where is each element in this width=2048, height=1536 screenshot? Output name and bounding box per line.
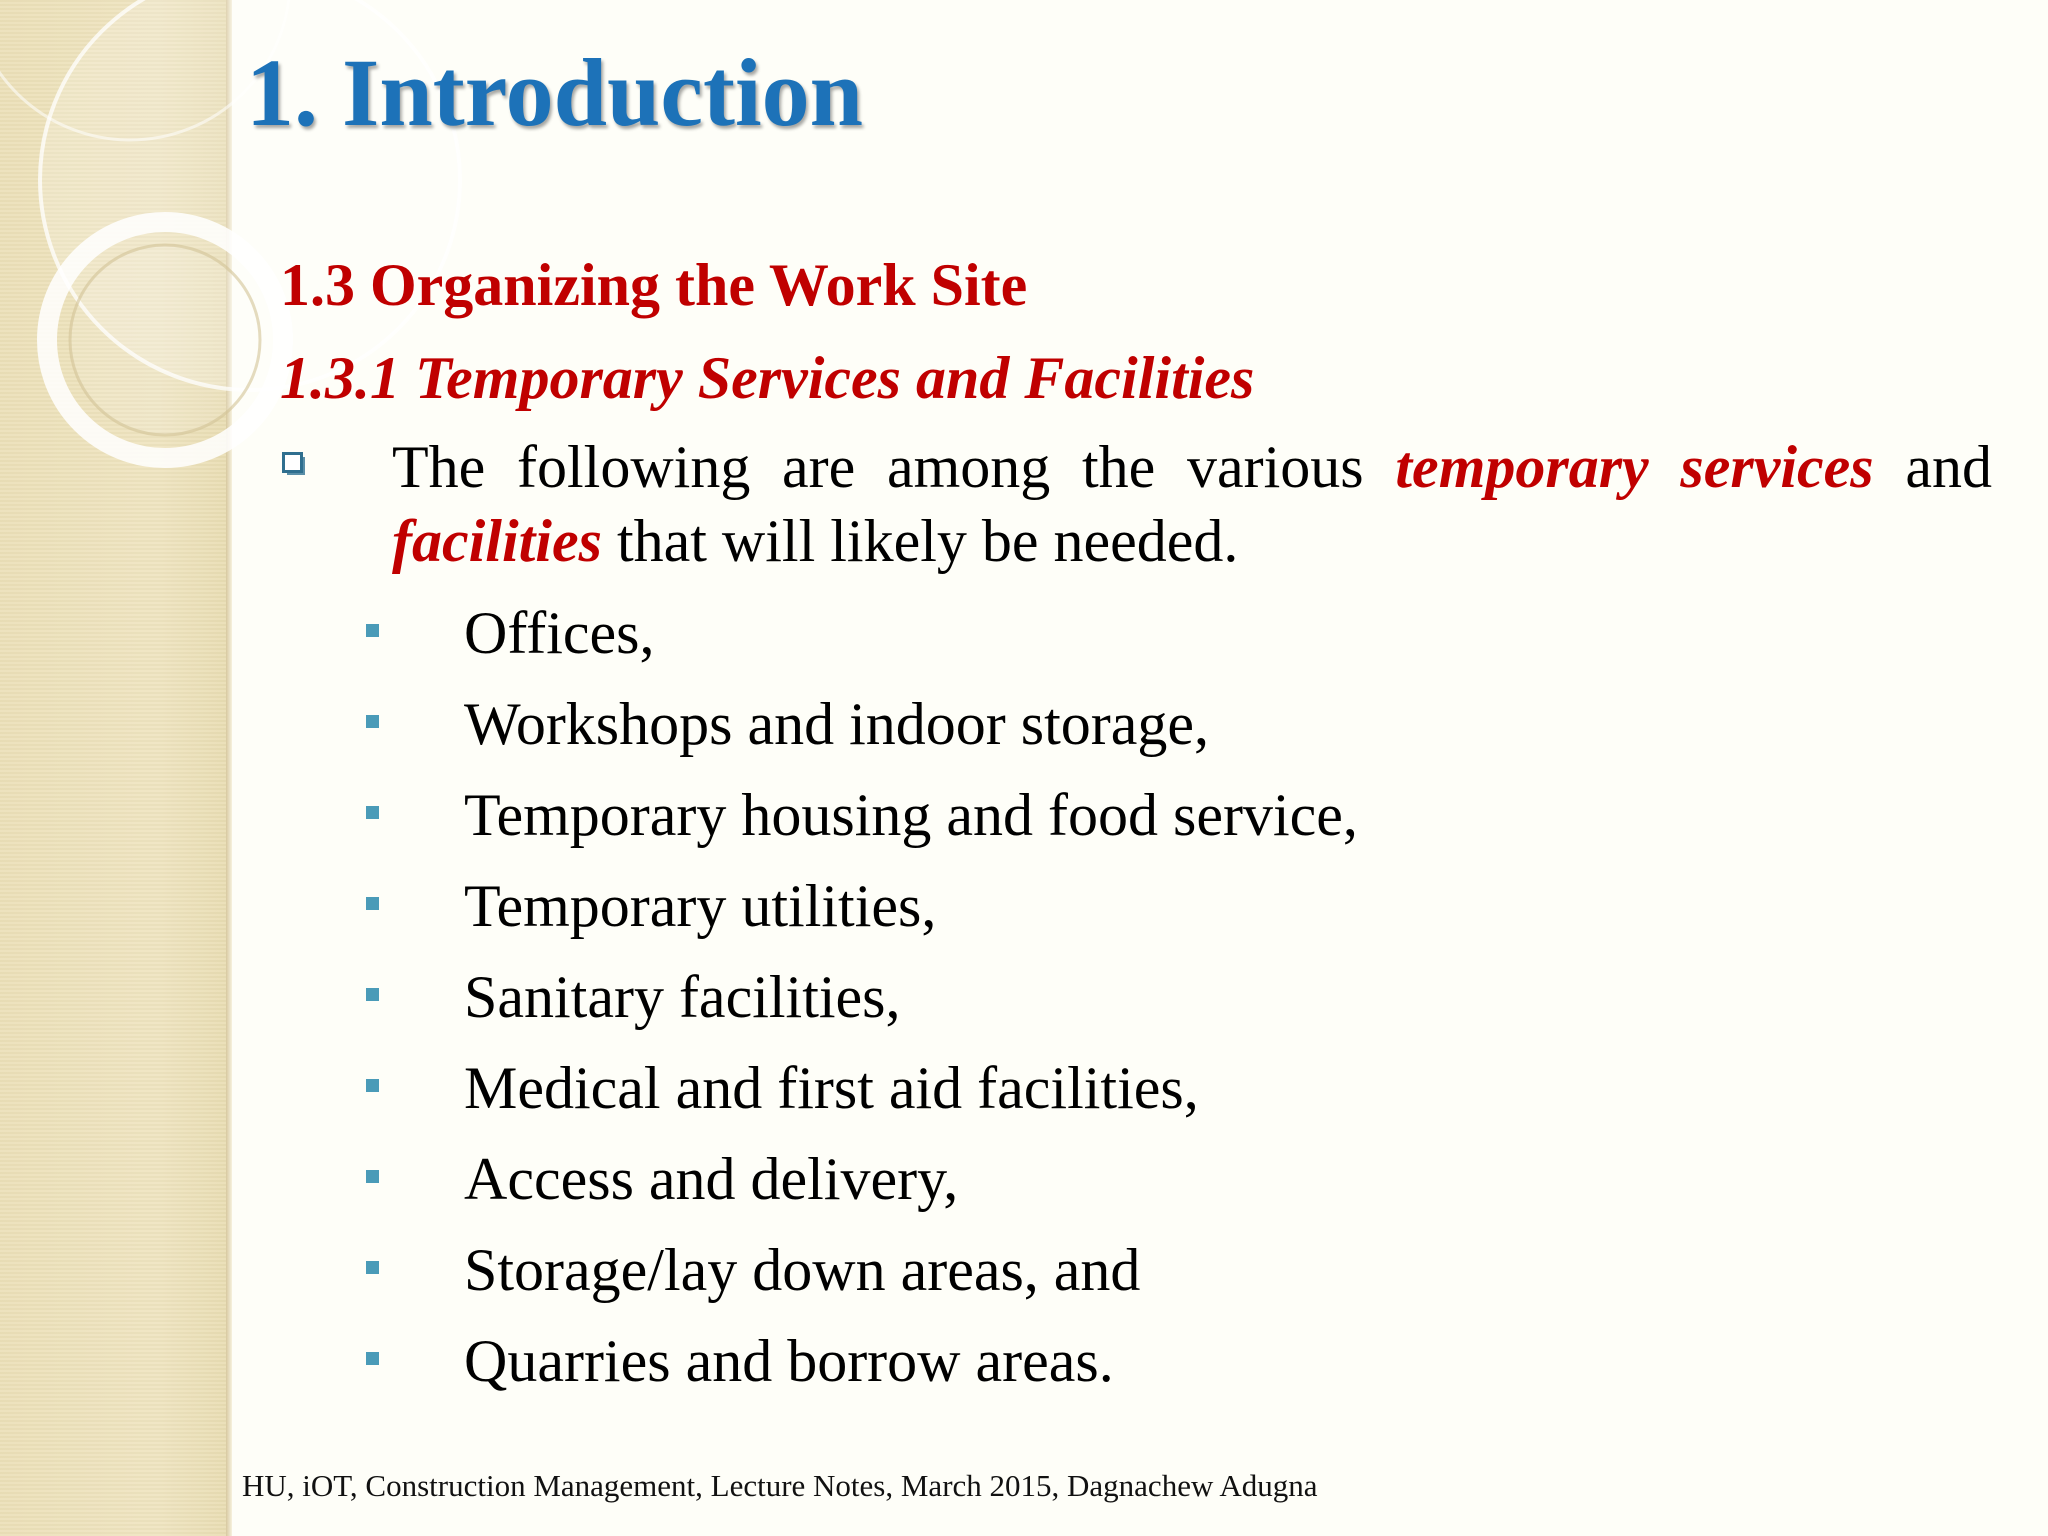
list-item-text: Medical and first aid facilities, [464, 1055, 1199, 1121]
intro-text-part3: that will likely be needed. [601, 508, 1239, 574]
emphasis-facilities: facilities [392, 508, 602, 574]
slide-title: 1. Introduction [246, 39, 864, 146]
filled-square-icon [366, 806, 379, 819]
filled-square-icon [366, 897, 379, 910]
list-item-text: Access and delivery, [464, 1146, 959, 1212]
slide-footer: HU, iOT, Construction Management, Lecture Notes, March 2015, Dagnachew Adugna [242, 1468, 1318, 1503]
list-item-text: Quarries and borrow areas. [464, 1328, 1114, 1394]
filled-square-icon [366, 1079, 379, 1092]
list-item-text: Temporary utilities, [464, 873, 937, 939]
filled-square-icon [366, 1352, 379, 1365]
hollow-square-icon [282, 452, 306, 476]
filled-square-icon [366, 715, 379, 728]
intro-text-part1: The following are among the various [392, 434, 1396, 500]
intro-paragraph [392, 430, 1992, 578]
filled-square-icon [366, 1261, 379, 1274]
list-item-text: Offices, [464, 600, 655, 666]
section-heading: 1.3 Organizing the Work Site [280, 252, 1028, 318]
list-item-text: Workshops and indoor storage, [464, 691, 1210, 757]
filled-square-icon [366, 624, 379, 637]
emphasis-temporary-services: temporary services [1395, 434, 1874, 500]
list-item-text: Storage/lay down areas, and [464, 1237, 1141, 1303]
subsection-heading: 1.3.1 Temporary Services and Facilities [280, 345, 1255, 411]
list-item-text: Temporary housing and food service, [464, 782, 1358, 848]
list-item-text: Sanitary facilities, [464, 964, 901, 1030]
filled-square-icon [366, 988, 379, 1001]
filled-square-icon [366, 1170, 379, 1183]
intro-text-part2: and [1873, 434, 1993, 500]
